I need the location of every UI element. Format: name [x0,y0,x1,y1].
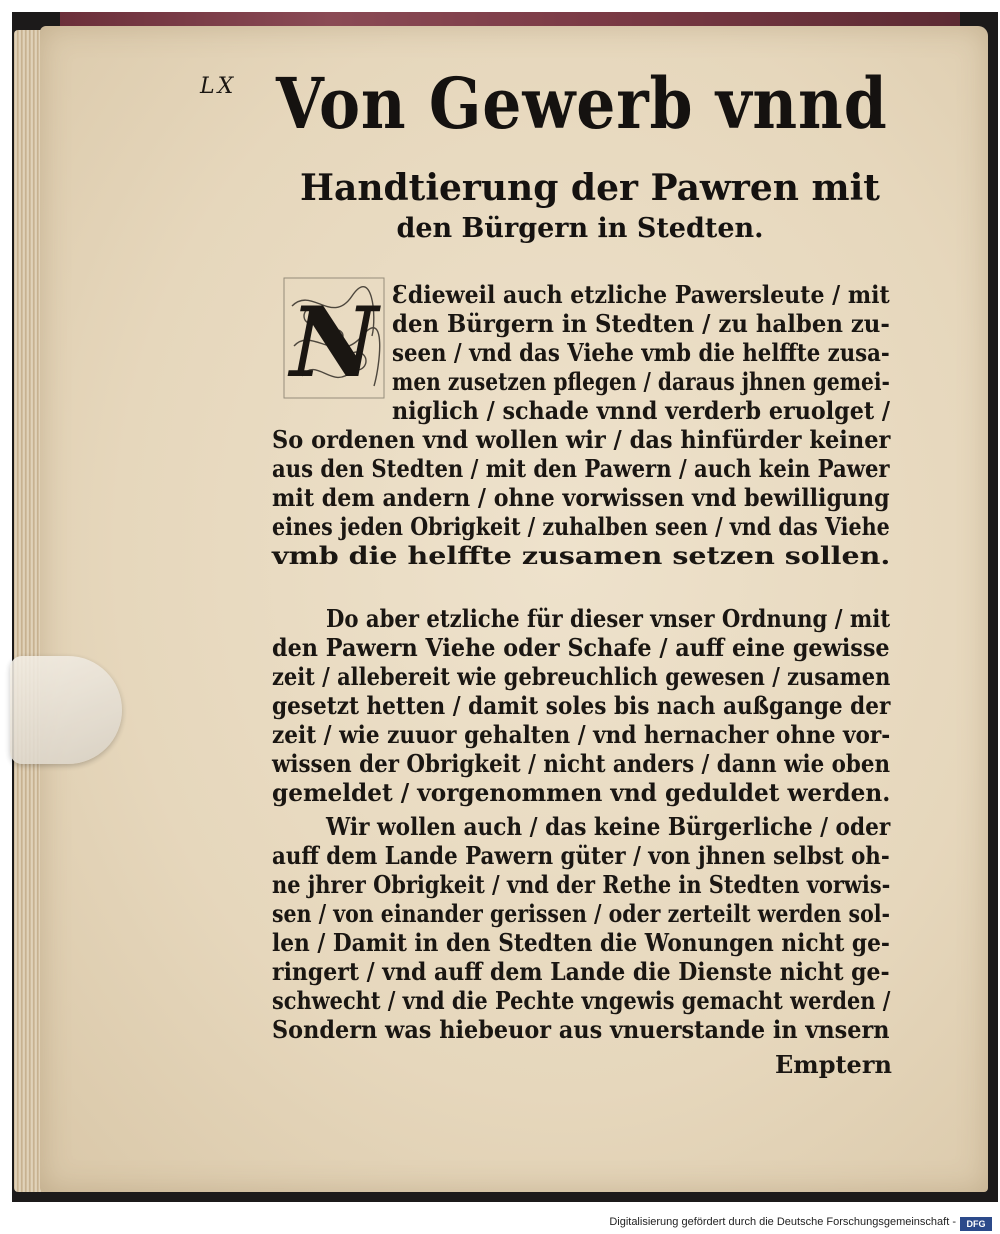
initial-letter: N [290,286,378,399]
text-line: vmb die helffte zusamen setzen sollen. [272,541,891,570]
text-line: schwecht / vnd die Pechte vngewis gemacht werden / [272,986,891,1015]
title-line-2: Handtierung der Pawren mit [300,167,880,209]
text-line: seen / vnd das Viehe vmb die helffte zusa- [392,338,890,367]
text-line: Sondern was hiebeuor aus vnuerstande in vnsern [272,1015,890,1044]
text-line: eines jeden Obrigkeit / zuhalben seen / vnd das Viehe [272,512,890,541]
footer-credit: Digitalisierung gefördert durch die Deutsche Forschungsgemeinschaft - [609,1216,956,1228]
title-line-1: Von Gewerb vnnd [276,62,888,145]
text-line: ringert / vnd auff dem Lande die Dienste nicht ge- [272,957,890,986]
page-clip [10,656,122,764]
text-line: Do aber etzliche für dieser vnser Ordnung / mit [326,604,891,633]
text-line: zeit / wie zuuor gehalten / vnd hernacher ohne vor- [272,720,891,749]
text-line: den Bürgern in Stedten / zu halben zu- [392,309,890,338]
text-line: ne jhrer Obrigkeit / vnd der Rethe in Stedten vorwis- [272,870,891,899]
text-line: Ɛdieweil auch etzliche Pawersleute / mit [392,280,890,309]
text-line: len / Damit in den Stedten die Wonungen nicht ge- [272,928,890,957]
title-line-3: den Bürgern in Stedten. [396,213,764,244]
text-line: gemeldet / vorgenommen vnd geduldet werden. [272,778,891,807]
text-line: mit dem andern / ohne vorwissen vnd bewilligung [272,483,890,512]
text-line: sen / von einander gerissen / oder zerteilt werden sol- [272,899,891,928]
text-line: aus den Stedten / mit den Pawern / auch kein Pawer [272,454,890,483]
text-line: gesetzt hetten / damit soles bis nach außgange der [272,691,891,720]
text-line: men zusetzen pflegen / daraus jhnen gemei- [392,367,890,396]
dfg-logo: DFG [960,1217,992,1231]
text-line: Wir wollen auch / das keine Bürgerliche / oder [326,812,891,841]
text-line: zeit / allebereit wie gebreuchlich gewesen / zusamen [272,662,891,691]
text-line: auff dem Lande Pawern güter / von jhnen selbst oh- [272,841,890,870]
text-line: So ordenen vnd wollen wir / das hinfürder keiner [272,425,891,454]
text-line: wissen der Obrigkeit / nicht anders / dann wie oben [272,749,890,778]
decorated-initial [282,276,386,400]
text-line: niglich / schade vnnd verderb eruolget / [392,396,891,425]
text-line: den Pawern Viehe oder Schafe / auff eine gewisse [272,633,890,662]
catchword: Emptern [775,1050,892,1079]
folio-number: LX [200,74,237,99]
